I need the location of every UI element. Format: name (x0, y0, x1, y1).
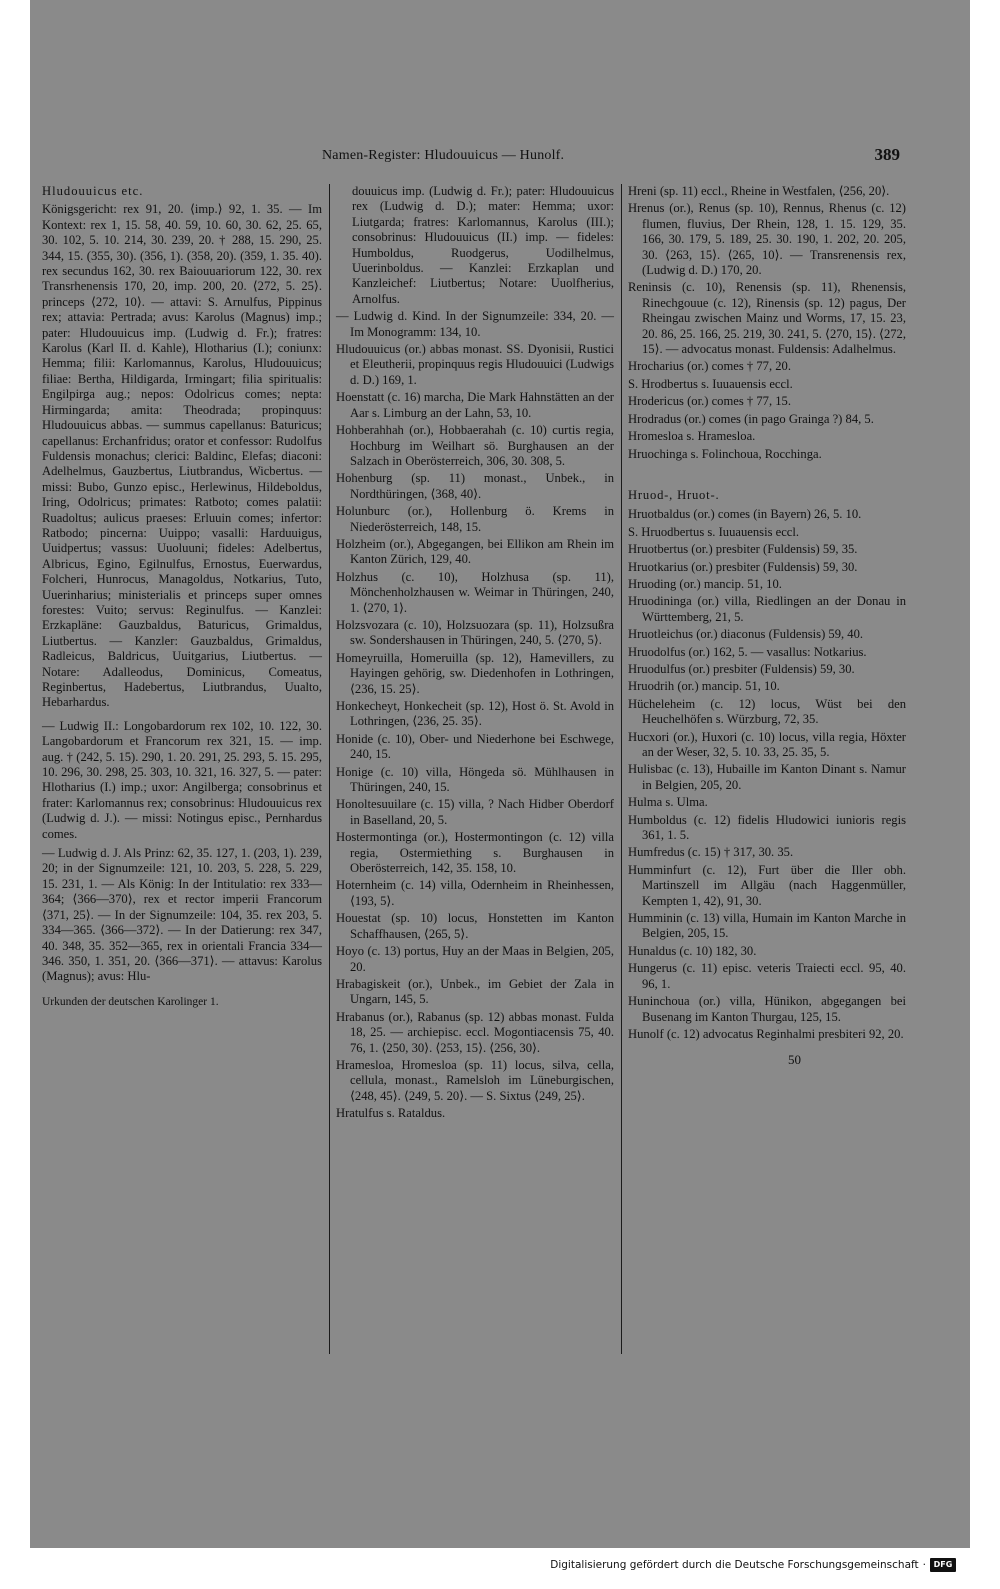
index-entry: Hruochinga s. Folinchoua, Rocchinga. (628, 446, 822, 461)
section-heading: Hruod-, Hruot-. (628, 487, 720, 502)
index-entry: Hungerus (c. 11) episc. veteris Traiecti eccl. 95, 40. 96, 1. (628, 961, 906, 991)
index-entry: — Ludwig d. Kind. In der Signumzeile: 334, 20. — Im Monogramm: 134, 10. (336, 309, 614, 339)
index-entry: Holzheim (or.), Abgegangen, bei Ellikon am Rhein im Kanton Zürich, 129, 40. (336, 536, 614, 567)
index-entry: Holzsvozara (c. 10), Holzsuozara (sp. 11), Holzsußra sw. Sondershausen in Thüringen, 240, 5. ⟨270, 5⟩. (336, 617, 614, 648)
index-entry: Honige (c. 10) villa, Höngeda sö. Mühlhausen in Thüringen, 240, 15. (336, 764, 614, 795)
signature-mark: 50 (788, 1052, 801, 1068)
header-title: Namen-Register: Hludouuicus — Hunolf. (322, 148, 565, 163)
page-number: 389 (874, 145, 900, 164)
index-entry: Hruodulfus (or.) presbiter (Fuldensis) 59, 30. (628, 661, 855, 676)
index-entry: Königsgericht: rex 91, 20. ⟨imp.⟩ 92, 1. 35. — Im Kontext: rex 1, 15. 58, 40. 59, 10. 60, 30. 62, 25. 65, 30. 102, 5. 10. 214, 30. 239, 20. † 288, 15. 290, 25. 344, 15. (355, 30). (356, 1). (358, 20). (359, 1. 35. 40). rex secundus 162, 30. rex Baiouuariorum 122, 30. rex Transrhenensis 170, 20, imp. 200, 20. ⟨272, 5. 25⟩. princeps ⟨272, 10⟩. — attavi: S. Arnulfus, Pippinus rex; attavia: Pertrada; avus: Karolus (Magnus) imp.; pater: Hludouuicus imp. (Ludwig d. Fr.); fratres: Karolus (Karl II. d. Kahle), Hlotharius (I.); coniunx: Hemma; filii: Karlomannus, Karolus, Hludouuicus; filiae: Bertha, Hildigarda, Irmingart; filia spiritualis: Engilpirga aug.; nepos: Odolricus comes; nepta: Hirmingarda; amita: Theodrada; propinquus: Hludouuicus abbas. — summus capellanus: Baturicus; capellanus: Erchanfridus; orator et confessor: Rudolfus Fuldensis monachus; clerici: Baldinc, Elefas; diaconi: Adelhelmus, Gauzbertus, Liutbrandus, Wicbertus. — missi: Bubo, Gunzo episc., Herlewinus, Hildeboldus, Iring, Odolricus; primates: Ratboto; comes palatii: Ruadoltus; aulicus praeses: Erluuin comes; infertor: Ratbodo; pincerna: Uuippo; vasalli: Harduuigus, Uuidpertus; vassus: Uuoluuni; fideles: Adelbertus, Albricus, Egino, Egilnulfus, Ernostus, Euerwardus, Folcheri, Hunrocus, Managoldus, Notkarius, Tuto, Uuerinharius; ministerialis et princeps super omnes forestes: Vuito; servus: Reginulfus. — Kanzlei: Erzkapläne: Gauzbaldus, Baturicus, Grimaldus, Liutbertus. — Kanzler: Gauzbaldus, Grimaldus, Radleicus, Baldricus, Uuitgarius, Liutbertus. — Notare: Adalleodus, Dominicus, Comeatus, Reginbertus, Hadebertus, Liutbrandus, Uualto, Hebarhardus. (42, 202, 322, 710)
index-entry: Hruotkarius (or.) presbiter (Fuldensis) 59, 30. (628, 559, 858, 574)
index-entry: Humboldus (c. 12) fidelis Hludowici iunioris regis 361, 1. 5. (628, 812, 906, 843)
index-entry: Humminfurt (c. 12), Furt über die Iller obh. Martinszell im Allgäu (nach Haggenmüller, Kempten 1, 42), 91, 30. (628, 862, 906, 908)
column-footer: Urkunden der deutschen Karolinger 1. (42, 995, 219, 1008)
index-entry: Hoternheim (c. 14) villa, Odernheim in Rheinhessen, ⟨193, 5⟩. (336, 878, 614, 908)
column-1 (42, 184, 322, 1010)
index-entry: Hulma s. Ulma. (628, 795, 708, 810)
index-entry: Hrenus (or.), Renus (sp. 10), Rennus, Rhenus (c. 12) flumen, fluvius, Der Rhein, 128, 1. 15. 129, 35. 166, 30. 179, 5. 189, 25. 30. 190, 1. 202, 20. 205, 30. ⟨263, 15⟩. ⟨265, 10⟩. — Transrenensis rex, (Ludwig d. D.) 170, 20. (628, 201, 906, 278)
index-entry: Hruodrih (or.) mancip. 51, 10. (628, 679, 780, 694)
index-entry: Hruotleichus (or.) diaconus (Fuldensis) 59, 40. (628, 627, 864, 642)
column-2 (336, 184, 614, 1124)
index-entry: Hramesloa, Hromesloa (sp. 11) locus, silva, cella, cellula, monast., Ramelsloh im Lüneburgischen, ⟨248, 45⟩. ⟨249, 5. 20⟩. — S. Sixtus ⟨249, 25⟩. (336, 1057, 614, 1103)
index-entry: Honoltesuuilare (c. 15) villa, ? Nach Hidber Oberdorf in Baselland, 20, 5. (336, 797, 614, 827)
scanned-page (30, 0, 970, 1548)
index-entry: Hruodininga (or.) villa, Riedlingen an der Donau in Württemberg, 21, 5. (628, 594, 906, 624)
index-entry: Hucxori (or.), Huxori (c. 10) locus, villa regia, Höxter an der Weser, 32, 5. 10. 33, 25. 35, 5. (628, 729, 906, 759)
index-entry: Hruotbertus (or.) presbiter (Fuldensis) 59, 35. (628, 542, 858, 557)
index-entry: Houestat (sp. 10) locus, Honstetten im Kanton Schaffhausen, ⟨265, 5⟩. (336, 911, 614, 941)
footer-text: Digitalisierung gefördert durch die Deutsche Forschungsgemeinschaft (550, 1559, 919, 1571)
digitization-footer: Digitalisierung gefördert durch die Deutsche Forschungsgemeinschaft · DFG (550, 1558, 956, 1572)
index-entry: Honkecheyt, Honkecheit (sp. 12), Host ö. St. Avold in Lothringen, ⟨236, 25. 35⟩. (336, 699, 614, 729)
column-3 (628, 184, 906, 1068)
index-entry: Hrabanus (or.), Rabanus (sp. 12) abbas monast. Fulda 18, 25. — archiepisc. eccl. Mogontiacensis 75, 40. 76, 1. ⟨250, 30⟩. ⟨253, 15⟩. ⟨256, 30⟩. (336, 1009, 614, 1055)
index-entry: douuicus imp. (Ludwig d. Fr.); pater: Hludouuicus rex (Ludwig d. D.); mater: Hemma; uxor: Liutgarda; fratres: Karlomannus, Karolus (III.); consobrinus: Hludouuicus (II.) imp. — fideles: Humboldus, Ruodgerus, Uodilhelmus, Uuerinboldus. — Kanzlei: Erzkaplan und Kanzleichef: Liutbertus; Notare: Uuolfherius, Arnolfus. (352, 184, 614, 306)
index-entry: S. Hruodbertus s. Iuuauensis eccl. (628, 524, 800, 539)
index-entry: — Ludwig d. J. Als Prinz: 62, 35. 127, 1. (203, 1). 239, 20; in der Signumzeile: 121, 10. 203, 5. 228, 5. 229, 15. 231, 1. — Als König: In der Intitulatio: rex 333—364; ⟨366—370⟩, rex et rector imperii Francorum ⟨371, 25⟩. — In der Signumzeile: 104, 35. rex 203, 5. 334—365. ⟨366—372⟩. — In der Datierung: rex 347, 40. 348, 35. 352—365, rex in orientali Francia 334—346. 350, 1. 351, 20. ⟨366—371⟩. — attavus: Karolus (Magnus); avus: Hlu- (42, 846, 322, 984)
index-entry: Holunburc (or.), Hollenburg ö. Krems in Niederösterreich, 148, 15. (336, 504, 614, 534)
index-entry: — Ludwig II.: Longobardorum rex 102, 10. 122, 30. Langobardorum et Francorum rex 321, 15. — imp. aug. † (242, 5. 15). 290, 1. 20. 291, 25. 293, 5. 15. 295, 10. 296, 30. 298, 25. 303, 10. 321, 16. 327, 5. — pater: Hlotharius (I.) imp.; uxor: Angilberga; consobrinus et frater: Karlomannus rex; consobrinus: Hludouuicus rex (Ludwig d. J.). — missi: Notingus episc., Pernhardus comes. (42, 718, 322, 841)
index-entry: Hostermontinga (or.), Hostermontingon (c. 12) villa regia, Ostermiething s. Burghausen in Oberösterreich, 142, 35. 158, 10. (336, 830, 614, 876)
index-entry: Huninchoua (or.) villa, Hünikon, abgegangen bei Busenang im Kanton Thurgau, 125, 15. (628, 994, 906, 1024)
index-entry: Hohenburg (sp. 11) monast., Unbek., in Nordthüringen, ⟨368, 40⟩. (336, 471, 614, 501)
entry-heading: Hludouuicus etc. (42, 184, 144, 198)
index-entry: Hludouuicus (or.) abbas monast. SS. Dyonisii, Rustici et Eleutherii, propinquus regis Hludouuici (Ludwigs d. D.) 169, 1. (336, 342, 614, 387)
index-entry: Hruotbaldus (or.) comes (in Bayern) 26, 5. 10. (628, 507, 862, 522)
index-entry: Humminin (c. 13) villa, Humain im Kanton Marche in Belgien, 205, 15. (628, 911, 906, 941)
index-entry: Humfredus (c. 15) † 317, 30. 35. (628, 845, 794, 860)
index-entry: Hruoding (or.) mancip. 51, 10. (628, 576, 782, 591)
index-entry: Hohberahhah (or.), Hobbaerahah (c. 10) curtis regia, Hochburg im Weilhart sö. Burghausen an der Salzach in Oberösterreich, 306, 30. 308, 5. (336, 423, 614, 468)
dfg-logo-icon: DFG (930, 1558, 956, 1572)
page-header (30, 145, 970, 168)
column-divider (621, 184, 622, 1354)
index-entry: Hrodericus (or.) comes † 77, 15. (628, 394, 791, 409)
index-entry: Hrodradus (or.) comes (in pago Grainga ?) 84, 5. (628, 411, 874, 426)
index-entry: S. Hrodbertus s. Iuuauensis eccl. (628, 376, 793, 391)
index-entry: Hratulfus s. Rataldus. (336, 1106, 446, 1121)
index-entry: Hoyo (c. 13) portus, Huy an der Maas in Belgien, 205, 20. (336, 944, 614, 974)
index-entry: Hoenstatt (c. 16) marcha, Die Mark Hahnstätten an der Aar s. Limburg an der Lahn, 53, 10. (336, 390, 614, 420)
index-entry: Hunolf (c. 12) advocatus Reginhalmi presbiteri 92, 20. (628, 1026, 904, 1041)
index-entry: Hulisbac (c. 13), Hubaille im Kanton Dinant s. Namur in Belgien, 205, 20. (628, 762, 906, 792)
index-entry: Holzhus (c. 10), Holzhusa (sp. 11), Mönchenholzhausen w. Weimar in Thüringen, 240, 1. ⟨270, 1⟩. (336, 569, 614, 615)
index-entry: Hücheleheim (c. 12) locus, Wüst bei den Heuchelhöfen s. Würzburg, 72, 35. (628, 696, 906, 727)
index-entry: Reninsis (c. 10), Renensis (sp. 11), Rhenensis, Rinechgouue (c. 12), Rinensis (sp. 12) pagus, Der Rheingau zwischen Mainz und Worms, 17, 15. 23, 20. 86, 25. 166, 25. 219, 30. 241, 5. ⟨270, 15⟩. ⟨272, 15⟩. — advocatus monast. Fuldensis: Adalhelmus. (628, 280, 906, 357)
index-entry: Hreni (sp. 11) eccl., Rheine in Westfalen, ⟨256, 20⟩. (628, 184, 890, 198)
index-entry: Honide (c. 10), Ober- und Niederhone bei Eschwege, 240, 15. (336, 731, 614, 762)
index-entry: Hromesloa s. Hramesloa. (628, 429, 756, 444)
index-entry: Hruodolfus (or.) 162, 5. — vasallus: Notkarius. (628, 644, 867, 659)
index-entry: Hrocharius (or.) comes † 77, 20. (628, 359, 791, 374)
index-entry: Homeyruilla, Homeruilla (sp. 12), Hamevillers, zu Hayingen gehörig, sw. Diedenhofen in Lothringen, ⟨236, 15. 25⟩. (336, 650, 614, 696)
column-divider (329, 184, 330, 1354)
index-entry: Hunaldus (c. 10) 182, 30. (628, 943, 757, 958)
index-entry: Hrabagiskeit (or.), Unbek., im Gebiet der Zala in Ungarn, 145, 5. (336, 976, 614, 1007)
